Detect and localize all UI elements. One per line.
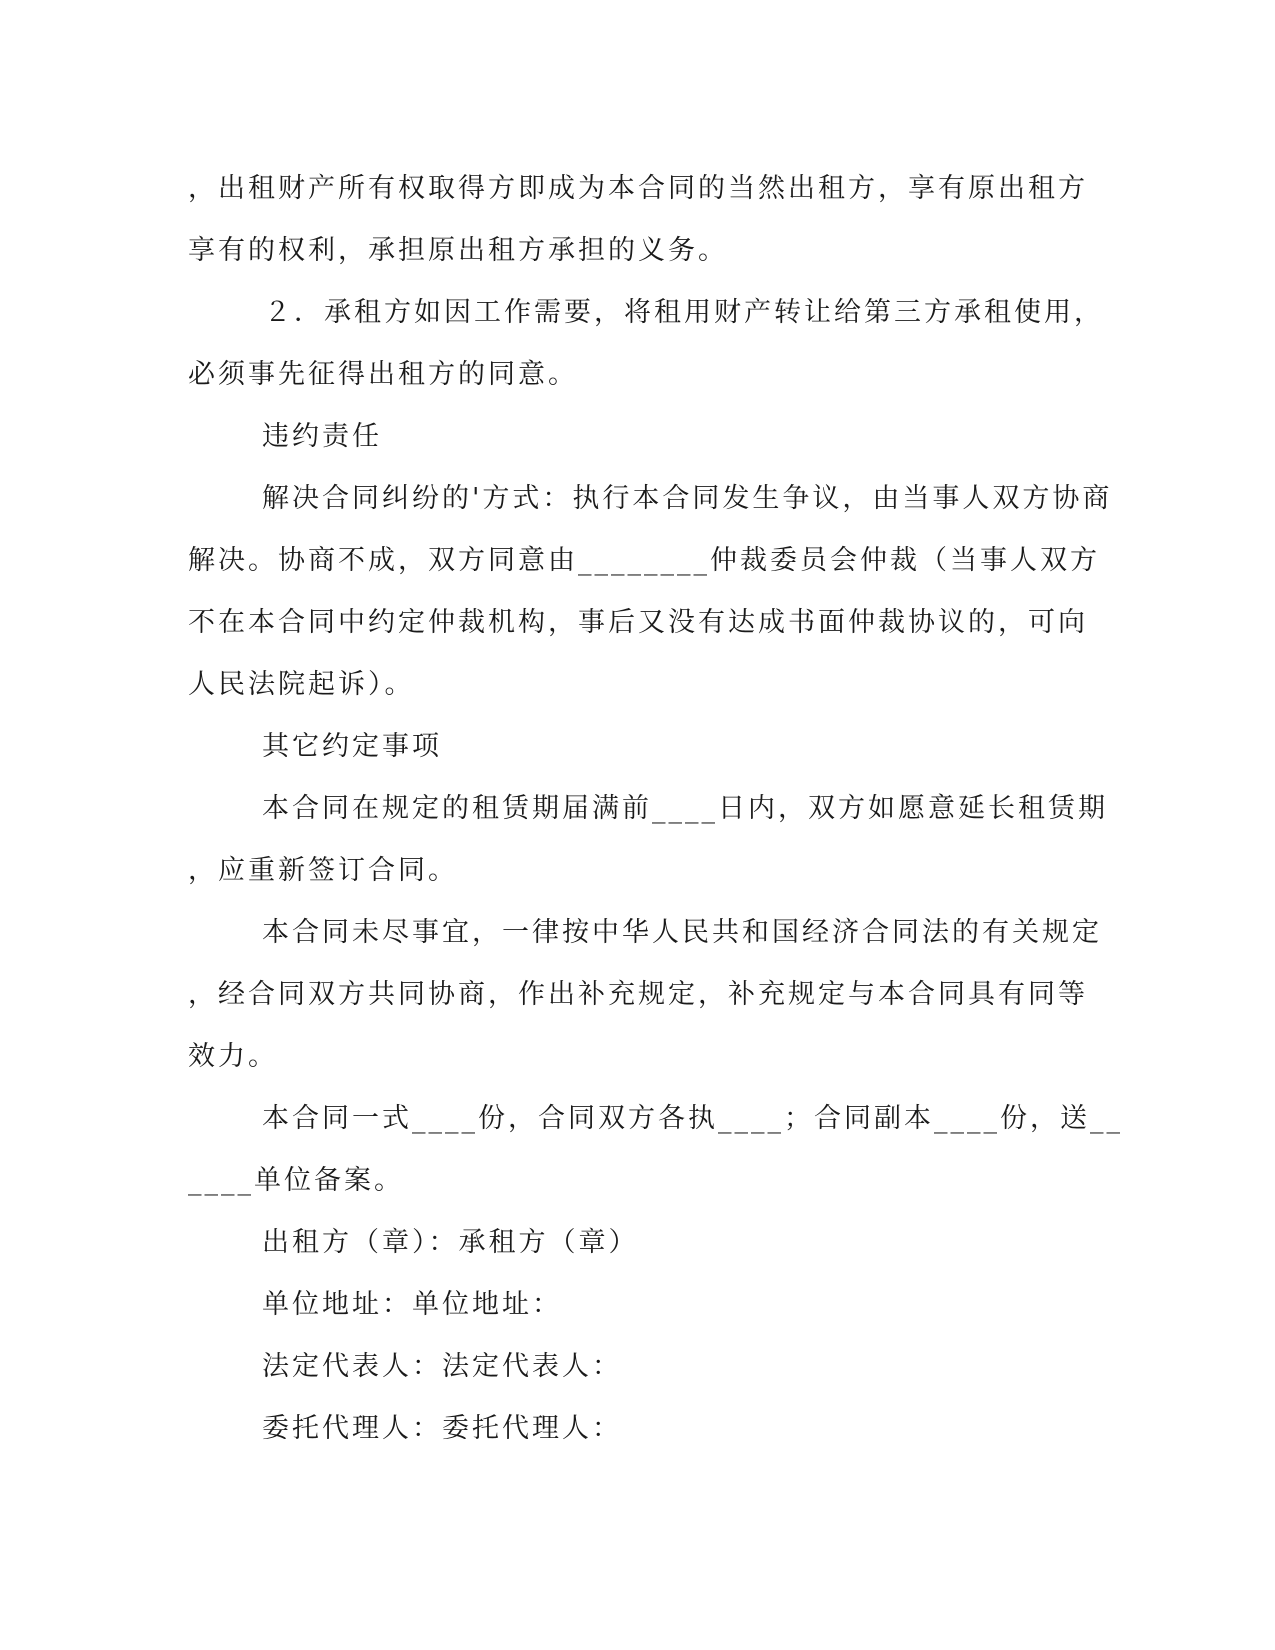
text-line: ，经合同双方共同协商，作出补充规定，补充规定与本合同具有同等 (188, 979, 1088, 1010)
section-heading-breach: 违约责任 (262, 421, 382, 452)
text-line: 解决。协商不成，双方同意由________仲裁委员会仲裁（当事人双方 (188, 545, 1100, 576)
document-body (188, 158, 1123, 1460)
text-line: ，出租财产所有权取得方即成为本合同的当然出租方，享有原出租方 (188, 173, 1088, 204)
text-line: 解决合同纠纷的'方式：执行本合同发生争议，由当事人双方协商 (262, 483, 1113, 514)
text-line: 效力。 (188, 1041, 278, 1072)
text-line: 本合同在规定的租赁期届满前____日内，双方如愿意延长租赁期 (262, 793, 1108, 824)
signature-address-line: 单位地址：单位地址： (262, 1289, 562, 1320)
signature-representative-line: 法定代表人：法定代表人： (262, 1351, 622, 1382)
clause-2: ２．承租方如因工作需要，将租用财产转让给第三方承租使用， (264, 297, 1104, 328)
text-line: 本合同未尽事宜，一律按中华人民共和国经济合同法的有关规定 (262, 917, 1102, 948)
text-line: 不在本合同中约定仲裁机构，事后又没有达成书面仲裁协议的，可向 (188, 607, 1088, 638)
text-line: 本合同一式____份，合同双方各执____；合同副本____份，送__ (262, 1103, 1123, 1134)
text-line: 人民法院起诉）。 (188, 669, 415, 700)
text-line: 享有的权利，承担原出租方承担的义务。 (188, 235, 728, 266)
signature-agent-line: 委托代理人：委托代理人： (262, 1413, 622, 1444)
text-line: 必须事先征得出租方的同意。 (188, 359, 578, 390)
section-heading-other: 其它约定事项 (262, 731, 442, 762)
text-line: ____单位备案。 (188, 1165, 404, 1196)
signature-party-line: 出租方（章）：承租方（章） (262, 1227, 639, 1258)
text-line: ，应重新签订合同。 (188, 855, 458, 886)
